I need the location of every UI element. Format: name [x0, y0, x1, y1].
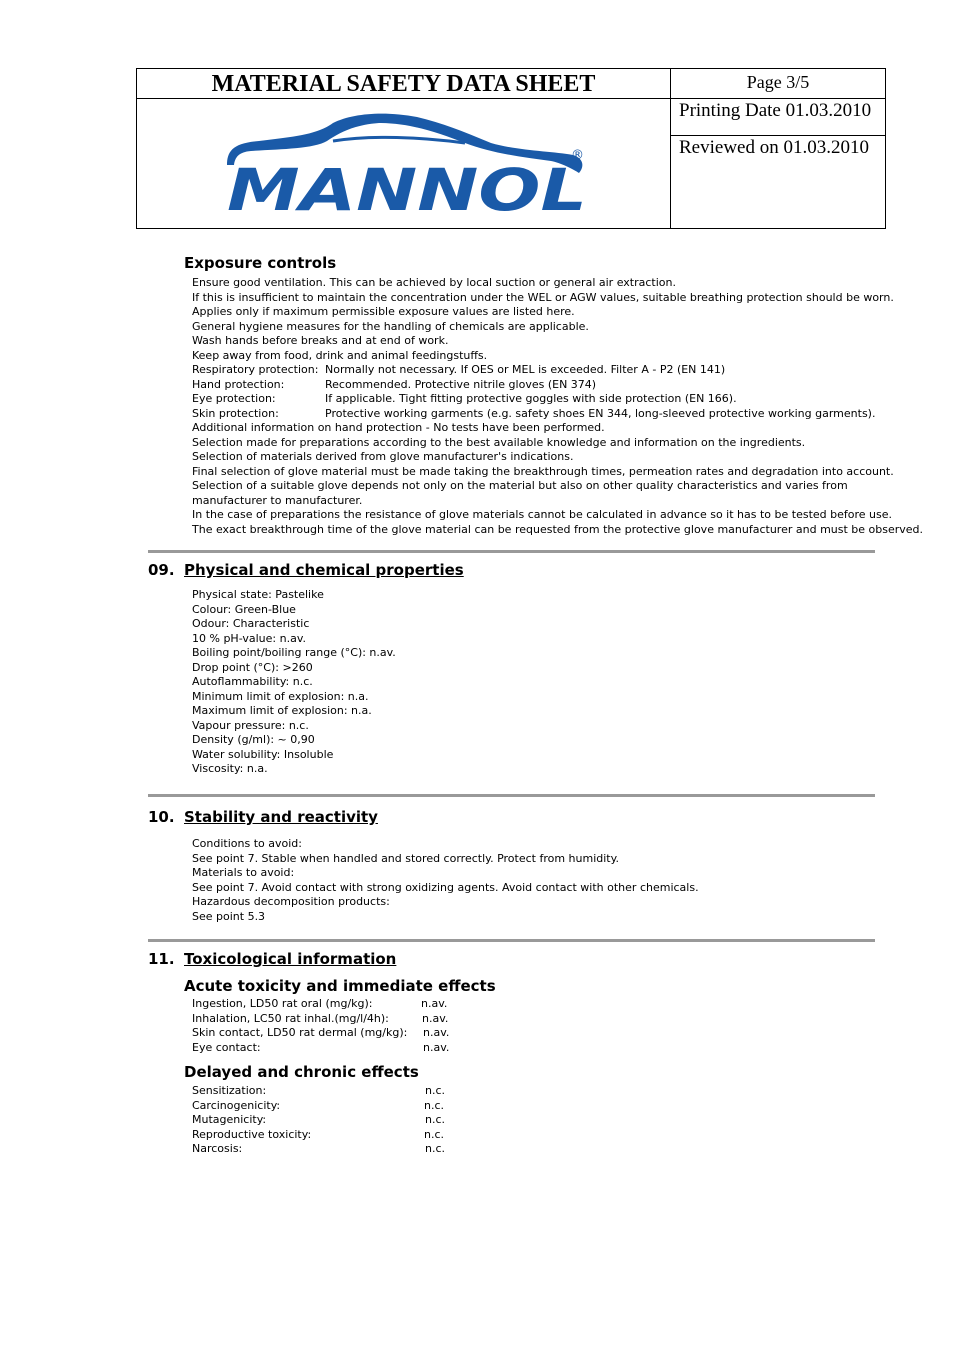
- section-10-heading: [148, 808, 378, 826]
- printing-date: Printing Date 01.03.2010: [679, 100, 872, 121]
- property-line: Viscosity: n.a.: [192, 762, 268, 775]
- toxicity-value: n.av.: [422, 1011, 449, 1025]
- protection-row: [192, 378, 923, 393]
- toxicity-value: n.c.: [425, 1142, 446, 1155]
- header-table: [136, 68, 886, 229]
- toxicity-value: n.c.: [424, 1127, 445, 1141]
- section-divider: [148, 939, 875, 942]
- section-11-heading: [148, 950, 396, 968]
- text-line: See point 7. Avoid contact with strong oxidizing agents. Avoid contact with other chemicals.: [192, 880, 699, 894]
- protection-label: Hand protection:: [192, 377, 285, 391]
- property-line: Drop point (°C): >260: [192, 660, 313, 674]
- toxicity-label: Inhalation, LC50 rat inhal.(mg/l/4h):: [192, 1011, 389, 1025]
- text-line: In the case of preparations the resistance of glove materials cannot be calculated in advance so it has to be tested before use.: [192, 508, 892, 521]
- section-09-heading: [148, 561, 464, 579]
- property-line: Minimum limit of explosion: n.a.: [192, 689, 369, 703]
- protection-row: [192, 392, 923, 407]
- text-line: Selection of a suitable glove depends not only on the material but also on other quality characteristics and varies from: [192, 479, 848, 492]
- text-line: Wash hands before breaks and at end of work.: [192, 334, 449, 347]
- protection-label: Skin protection:: [192, 406, 279, 420]
- logo-car-roofline: [333, 137, 465, 143]
- chronic-effects-heading: Delayed and chronic effects: [184, 1063, 419, 1081]
- protection-label: Eye protection:: [192, 392, 276, 405]
- toxicity-label: Ingestion, LD50 rat oral (mg/kg):: [192, 997, 373, 1010]
- property-line: Colour: Green-Blue: [192, 602, 296, 616]
- protection-label: Respiratory protection:: [192, 363, 319, 376]
- toxicity-value: n.c.: [425, 1084, 446, 1097]
- document-title: MATERIAL SAFETY DATA SHEET: [211, 71, 596, 97]
- property-line: Odour: Characteristic: [192, 617, 310, 630]
- text-line: Hazardous decomposition products:: [192, 895, 390, 908]
- text-line: Applies only if maximum permissible exposure values are listed here.: [192, 305, 575, 318]
- protection-row: [192, 363, 923, 378]
- text-line: Selection of materials derived from glove manufacturer's indications.: [192, 450, 574, 463]
- text-line: If this is insufficient to maintain the concentration under the WEL or AGW values, suitable breathing protection should be worn.: [192, 290, 894, 304]
- text-line: Additional information on hand protection - No tests have been performed.: [192, 421, 605, 434]
- toxicity-label: Carcinogenicity:: [192, 1098, 281, 1112]
- text-line: Keep away from food, drink and animal feedingstuffs.: [192, 348, 488, 362]
- physical-properties-list: [192, 588, 396, 777]
- toxicity-value: n.av.: [423, 1040, 450, 1054]
- property-line: Maximum limit of explosion: n.a.: [192, 704, 372, 717]
- property-line: Boiling point/boiling range (°C): n.av.: [192, 646, 396, 659]
- exposure-controls-text: [192, 276, 923, 537]
- protection-value: Protective working garments (e.g. safety shoes EN 344, long-sleeved protective working garments).: [325, 406, 876, 420]
- property-line: 10 % pH-value: n.av.: [192, 631, 306, 645]
- property-line: Physical state: Pastelike: [192, 588, 324, 601]
- section-number: 09.: [148, 561, 175, 579]
- protection-value: If applicable. Tight fitting protective goggles with side protection (EN 166).: [325, 392, 737, 405]
- text-line: General hygiene measures for the handling of chemicals are applicable.: [192, 319, 589, 333]
- section-title: Stability and reactivity: [184, 808, 378, 826]
- toxicity-value: n.c.: [425, 1113, 446, 1126]
- toxicity-label: Sensitization:: [192, 1084, 267, 1097]
- text-line: Final selection of glove material must be made taking the breakthrough times, permeation rates and degradation into account.: [192, 464, 894, 478]
- toxicity-label: Narcosis:: [192, 1142, 243, 1155]
- property-line: Water solubility: Insoluble: [192, 747, 334, 761]
- text-line: See point 5.3: [192, 909, 266, 923]
- toxicity-value: n.av.: [421, 997, 448, 1010]
- section-title: Toxicological information: [184, 950, 397, 968]
- section-divider: [148, 794, 875, 797]
- text-line: Materials to avoid:: [192, 866, 295, 879]
- mannol-logo: [221, 111, 593, 213]
- property-line: Vapour pressure: n.c.: [192, 718, 309, 732]
- property-line: Autoflammability: n.c.: [192, 675, 313, 688]
- protection-row: [192, 407, 923, 422]
- acute-toxicity-heading: Acute toxicity and immediate effects: [184, 977, 496, 995]
- text-line: Ensure good ventilation. This can be achieved by local suction or general air extraction.: [192, 276, 676, 289]
- toxicity-label: Reproductive toxicity:: [192, 1127, 312, 1141]
- page-number: Page 3/5: [746, 72, 810, 92]
- toxicity-label: Skin contact, LD50 rat dermal (mg/kg):: [192, 1026, 408, 1039]
- section-number: 11.: [148, 950, 175, 968]
- text-line: See point 7. Stable when handled and stored correctly. Protect from humidity.: [192, 851, 620, 865]
- stability-list: [192, 837, 699, 924]
- property-line: Density (g/ml): ~ 0,90: [192, 733, 315, 746]
- protection-value: Normally not necessary. If OES or MEL is exceeded. Filter A - P2 (EN 141): [325, 363, 726, 376]
- reviewed-date: Reviewed on 01.03.2010: [679, 137, 869, 158]
- logo-wordmark: MANNOL: [227, 156, 587, 213]
- section-number: 10.: [148, 808, 175, 826]
- toxicity-label: Mutagenicity:: [192, 1113, 267, 1126]
- toxicity-value: n.av.: [423, 1026, 450, 1039]
- text-line: manufacturer to manufacturer.: [192, 493, 363, 507]
- protection-value: Recommended. Protective nitrile gloves (EN 374): [325, 377, 597, 391]
- text-line: Conditions to avoid:: [192, 837, 302, 850]
- toxicity-value: n.c.: [424, 1098, 445, 1112]
- section-title: Physical and chemical properties: [184, 561, 464, 579]
- text-line: The exact breakthrough time of the glove material can be requested from the protective glove manufacturer and must be observed.: [192, 522, 924, 536]
- text-line: Selection made for preparations according to the best available knowledge and information on the ingredients.: [192, 435, 806, 449]
- section-divider: [148, 550, 875, 553]
- logo-registered-mark: ®: [571, 148, 584, 163]
- toxicity-label: Eye contact:: [192, 1040, 261, 1054]
- exposure-controls-heading: Exposure controls: [184, 254, 337, 272]
